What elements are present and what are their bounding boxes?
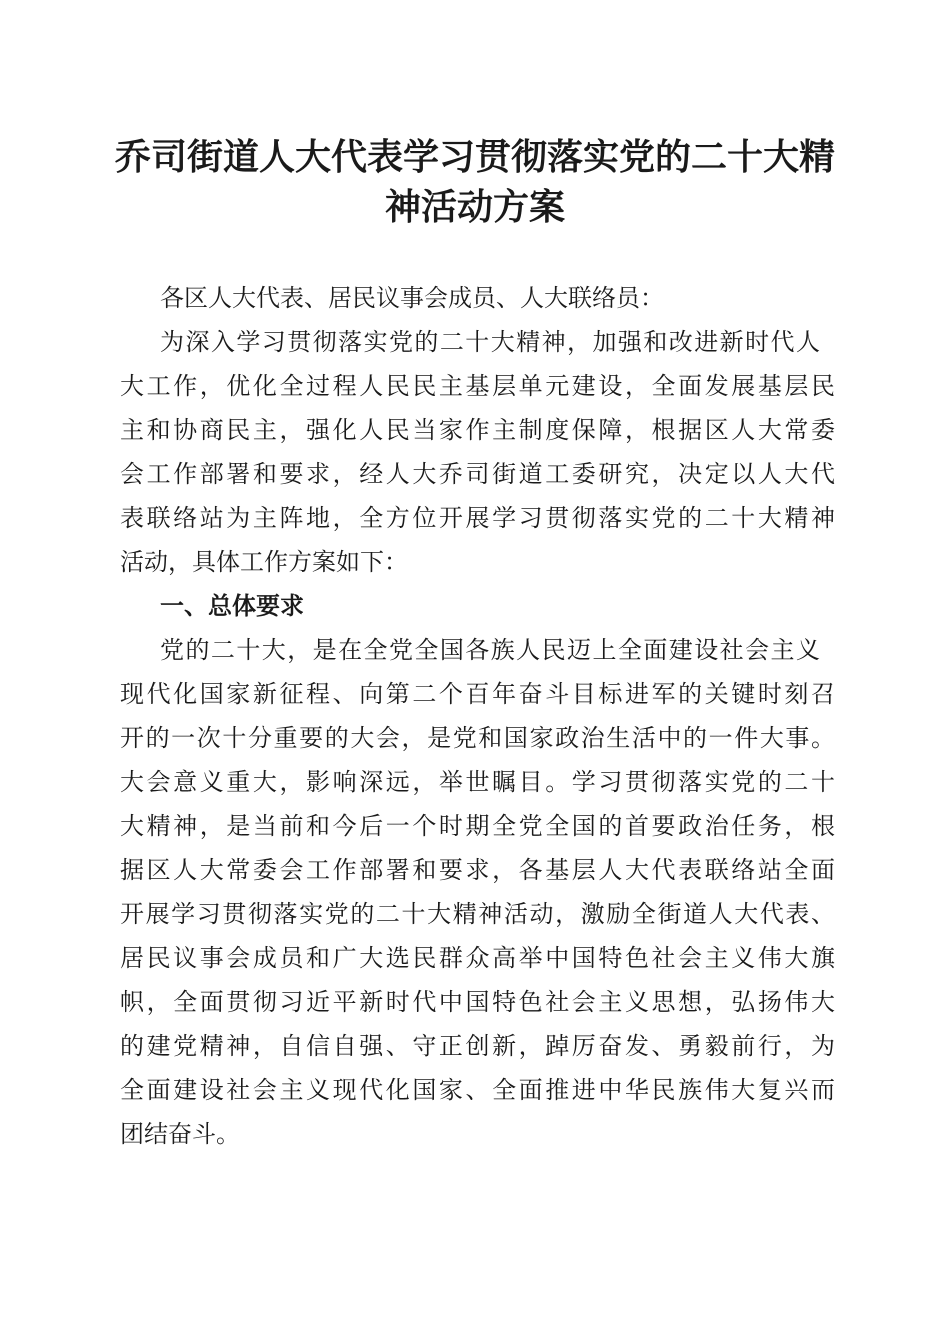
intro-line-5: 表联络站为主阵地，全方位开展学习贯彻落实党的二十大精神: [120, 504, 835, 532]
section-line-5: 大精神，是当前和今后一个时期全党全国的首要政治任务，根: [120, 812, 835, 840]
section-line-6: 据区人大常委会工作部署和要求，各基层人大代表联络站全面: [120, 856, 835, 884]
section-line-11: 全面建设社会主义现代化国家、全面推进中华民族伟大复兴而: [120, 1076, 835, 1104]
section-line-2: 现代化国家新征程、向第二个百年奋斗目标进军的关键时刻召: [120, 680, 835, 708]
section-line-10: 的建党精神，自信自强、守正创新，踔厉奋发、勇毅前行，为: [120, 1032, 835, 1060]
salutation: 各区人大代表、居民议事会成员、人大联络员：: [160, 284, 664, 312]
section-line-1: 党的二十大，是在全党全国各族人民迈上全面建设社会主义: [160, 636, 820, 664]
intro-line-6: 活动，具体工作方案如下：: [120, 548, 408, 576]
section-line-12: 团结奋斗。: [120, 1120, 240, 1148]
section-line-7: 开展学习贯彻落实党的二十大精神活动，激励全街道人大代表、: [120, 900, 835, 928]
intro-line-2: 大工作，优化全过程人民民主基层单元建设，全面发展基层民: [120, 372, 835, 400]
document-title-line-1: 乔司街道人大代表学习贯彻落实党的二十大精: [114, 136, 835, 178]
intro-line-3: 主和协商民主，强化人民当家作主制度保障，根据区人大常委: [120, 416, 835, 444]
section-line-8: 居民议事会成员和广大选民群众高举中国特色社会主义伟大旗: [120, 944, 835, 972]
document-title-line-2: 神活动方案: [384, 186, 565, 228]
section-line-9: 帜，全面贯彻习近平新时代中国特色社会主义思想，弘扬伟大: [120, 988, 835, 1016]
section-heading: 一、总体要求: [160, 592, 304, 620]
section-line-4: 大会意义重大，影响深远，举世瞩目。学习贯彻落实党的二十: [120, 768, 835, 796]
section-line-3: 开的一次十分重要的大会，是党和国家政治生活中的一件大事。: [120, 724, 835, 752]
intro-line-4: 会工作部署和要求，经人大乔司街道工委研究，决定以人大代: [120, 460, 835, 488]
intro-line-1: 为深入学习贯彻落实党的二十大精神，加强和改进新时代人: [160, 328, 820, 356]
